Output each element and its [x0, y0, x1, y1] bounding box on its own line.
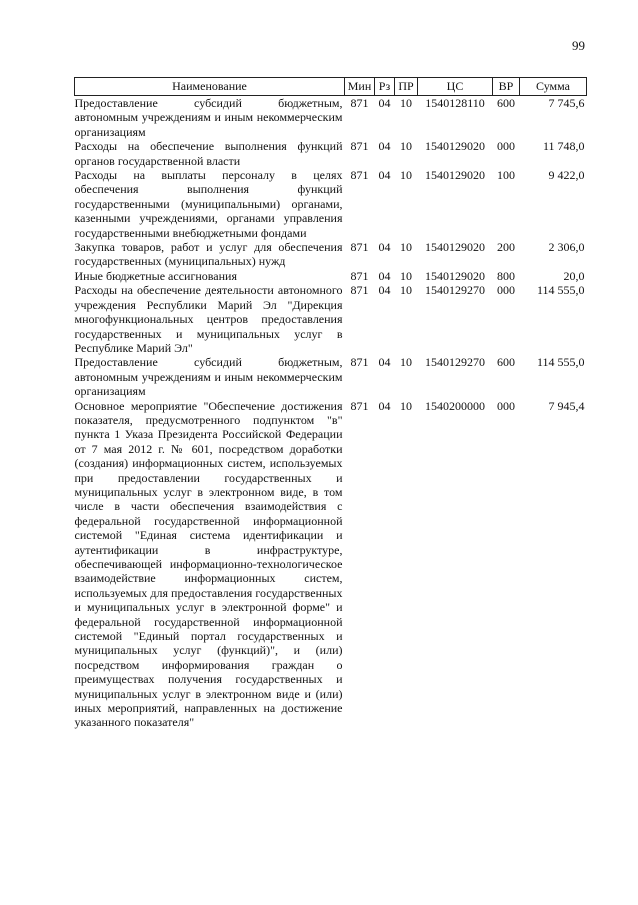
row-pr: 10 — [400, 96, 412, 110]
row-cs: 1540129020 — [425, 268, 485, 283]
row-cs: 1540129270 — [425, 283, 485, 298]
row-vr: 000 — [497, 283, 515, 298]
row-name: Основное мероприятие "Обеспечение достижения показателя, предусмотренного подпунктом "в" пункта 1 Указа Президента Российской Федерации от 7 мая 2012 г. № 601, посредством доработки (создания) информационных систем, используемых при предоставлении государственных и муниципальных услуг в электронном виде, в том числе в части обеспечения взаимодействия с федеральной государственной информационной системой "Единая система идентификации и аутентификации в инфраструктуре, обеспечивающей информационно-технологическое взаимодействие информационных систем, используемых для предоставления государственных и муниципальных услуг в электронной форме" и федеральной государственной информационной системой "Единый портал государственных и муниципальных услуг (функций)", и (или) посредством информирования граждан о преимуществах получения государственных и муниципальных услуг в электронном виде и (или) иных мероприятий, направленных на достижение указанного показателя" — [74, 398, 343, 730]
row-cs: 1540129020 — [425, 240, 485, 255]
row-vr: 200 — [497, 240, 515, 255]
row-name: Закупка товаров, работ и услуг для обеспечения государственных (муниципальных) нужд — [74, 240, 343, 269]
row-cs: 1540129270 — [425, 355, 485, 370]
row-min: 871 — [350, 268, 369, 283]
row-min: 871 — [350, 283, 369, 298]
row-rz: 04 — [378, 355, 391, 370]
row-min: 871 — [350, 355, 369, 370]
row-rz: 04 — [378, 268, 391, 283]
row-vr: 600 — [497, 96, 515, 110]
budget-table — [74, 77, 587, 730]
table-row — [75, 96, 587, 140]
row-vr: 100 — [497, 168, 515, 183]
row-cs: 1540128110 — [425, 96, 485, 110]
row-cs: 1540129020 — [425, 168, 485, 183]
row-sum: 114 555,0 — [536, 355, 585, 370]
row-name: Расходы на выплаты персоналу в целях обеспечения выполнения функций государственными (муниципальными) органами, казенными учреждениями, органами управления государственными внебюджетными фондами — [74, 168, 343, 240]
table-row — [75, 355, 587, 398]
row-pr: 10 — [400, 355, 412, 370]
row-cs: 1540200000 — [425, 398, 485, 413]
row-rz: 04 — [378, 283, 391, 298]
row-vr: 000 — [497, 139, 515, 154]
row-pr: 10 — [400, 398, 412, 413]
row-rz: 04 — [378, 240, 391, 255]
row-pr: 10 — [400, 268, 412, 283]
row-sum: 2 306,0 — [548, 240, 585, 255]
column-header-cs: ЦС — [418, 78, 493, 96]
row-min: 871 — [350, 168, 369, 183]
row-sum: 9 422,0 — [548, 168, 585, 183]
table-row — [75, 240, 587, 269]
row-min: 871 — [350, 240, 369, 255]
row-pr: 10 — [400, 240, 412, 255]
column-header-sum: Сумма — [520, 78, 587, 96]
row-name: Предоставление субсидий бюджетным, автономным учреждениям и иным некоммерческим организациям — [74, 96, 343, 139]
column-header-vr: ВР — [493, 78, 520, 96]
row-name: Иные бюджетные ассигнования — [74, 268, 237, 283]
row-min: 871 — [350, 96, 369, 110]
column-header-pr: ПР — [395, 78, 418, 96]
row-min: 871 — [350, 398, 369, 413]
row-pr: 10 — [400, 139, 412, 154]
row-vr: 000 — [497, 398, 515, 413]
row-rz: 04 — [378, 139, 391, 154]
column-header-min: Мин — [345, 78, 375, 96]
row-name: Предоставление субсидий бюджетным, автономным учреждениям и иным некоммерческим организациям — [74, 355, 343, 399]
row-name: Расходы на обеспечение выполнения функций органов государственной власти — [74, 139, 343, 168]
row-sum: 11 748,0 — [542, 139, 585, 154]
row-name: Расходы на обеспечение деятельности автономного учреждения Республики Марий Эл "Дирекция многофункциональных центров предоставления государственных и муниципальных услуг в Республике Марий Эл" — [74, 283, 343, 355]
row-cs: 1540129020 — [425, 139, 485, 154]
column-header-rz: Рз — [375, 78, 395, 96]
row-sum: 7 745,6 — [548, 96, 585, 110]
table-row — [75, 399, 587, 730]
row-vr: 800 — [497, 268, 515, 283]
row-min: 871 — [350, 139, 369, 154]
row-sum: 20,0 — [563, 268, 585, 283]
row-sum: 7 945,4 — [548, 398, 585, 413]
row-pr: 10 — [400, 283, 412, 298]
table-row — [75, 168, 587, 240]
row-vr: 600 — [497, 355, 515, 370]
page-number: 99 — [572, 38, 585, 53]
table-row — [75, 139, 587, 168]
row-rz: 04 — [378, 168, 391, 183]
row-rz: 04 — [378, 398, 391, 413]
table-header-row — [75, 78, 587, 96]
table-row — [75, 283, 587, 355]
table-row — [75, 269, 587, 283]
column-header-name: Наименование — [75, 78, 345, 96]
row-rz: 04 — [378, 96, 391, 110]
row-sum: 114 555,0 — [536, 283, 585, 298]
row-pr: 10 — [400, 168, 412, 183]
